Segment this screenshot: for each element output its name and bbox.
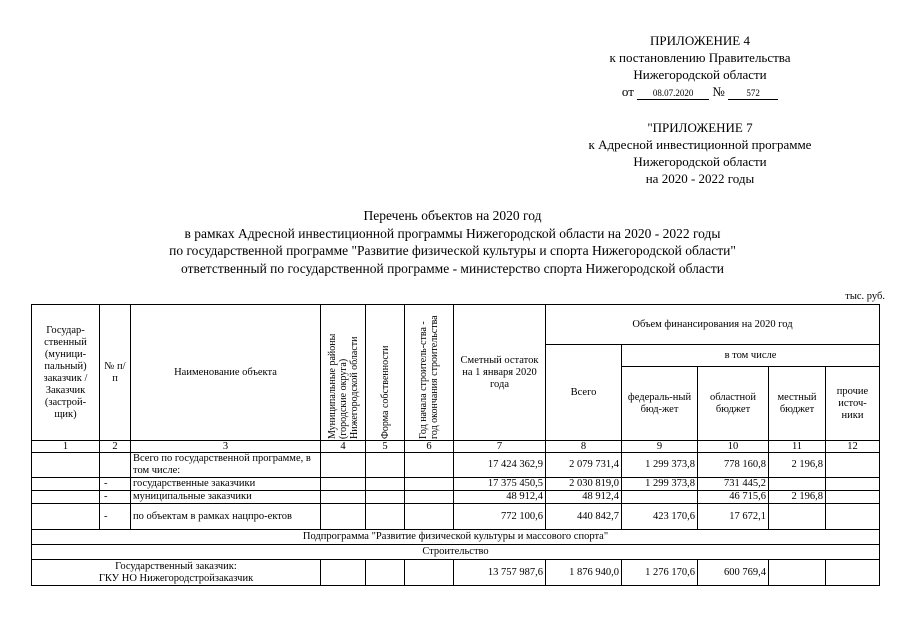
cell-customer [32,478,100,491]
header-years-text: Год начала строитель-ства - год окончания строительства [418,314,440,439]
cell-empty [405,491,454,504]
header-federal: федераль-ный бюд-жет [622,367,698,441]
heading-line-2: в рамках Адресной инвестиционной программы Нижегородской области на 2020 - 2022 годы [184,225,721,241]
document-heading [40,207,865,277]
appendix-7-block [545,119,855,187]
cell-customer [32,504,100,530]
table-row [32,504,880,530]
cell-balance: 17 375 450,5 [454,478,546,491]
cell-name: Всего по государственной программе, в том числе: [131,453,321,478]
appendix-4-date-line [560,83,840,100]
cell-other [826,453,880,478]
cell-empty [321,453,366,478]
construction-title: Строительство [32,545,880,560]
cell-name: муниципальные заказчики [131,491,321,504]
header-funding: Объем финансирования на 2020 год [546,305,880,345]
cell-federal: 1 299 373,8 [622,478,698,491]
cell-federal [622,491,698,504]
cell-regional: 600 769,4 [698,560,769,586]
state-customer-name: ГКУ НО Нижегородстройзаказчик [98,572,254,584]
col-num: 2 [100,441,131,453]
cell-customer [32,491,100,504]
cell-empty [321,504,366,530]
cell-customer [32,453,100,478]
heading-line-4: ответственный по государственной программе - министерство спорта Нижегородской области [181,260,724,276]
appendix-7-line4: на 2020 - 2022 годы [645,171,755,186]
col-num: 12 [826,441,880,453]
header-other: прочие источ-ники [826,367,880,441]
col-num: 1 [32,441,100,453]
table-row [32,478,880,491]
cell-regional: 17 672,1 [698,504,769,530]
cell-empty [321,478,366,491]
cell-empty [366,478,405,491]
header-number: № п/п [100,305,131,441]
cell-total: 2 030 819,0 [546,478,622,491]
cell-empty [366,491,405,504]
decree-number: 572 [728,88,778,100]
table-row [32,560,880,586]
cell-empty [405,560,454,586]
appendix-4-block [560,32,840,100]
cell-total: 48 912,4 [546,491,622,504]
col-num: 8 [546,441,622,453]
header-districts [321,305,366,441]
appendix-7-line2: к Адресной инвестиционной программе [588,137,812,152]
cell-local [769,478,826,491]
cell-federal: 1 276 170,6 [622,560,698,586]
table-row [32,453,880,478]
col-num: 5 [366,441,405,453]
appendix-7-title: "ПРИЛОЖЕНИЕ 7 [647,120,753,135]
objects-table [31,304,880,586]
cell-total: 1 876 940,0 [546,560,622,586]
header-total: Всего [546,345,622,441]
col-num: 10 [698,441,769,453]
construction-row [32,545,880,560]
header-ownership-text: Форма собственности [379,345,391,439]
decree-date: 08.07.2020 [637,88,709,100]
header-districts-text: Муниципальные районы (городские округа) Нижегородской области [326,333,360,439]
cell-balance: 13 757 987,6 [454,560,546,586]
heading-line-1: Перечень объектов на 2020 год [363,208,542,223]
cell-regional: 46 715,6 [698,491,769,504]
cell-state-customer [32,560,321,586]
col-num: 11 [769,441,826,453]
header-object-name: Наименование объекта [131,305,321,441]
cell-name: по объектам в рамках нацпро-ектов [131,504,321,530]
cell-local: 2 196,8 [769,491,826,504]
cell-number: - [100,478,131,491]
cell-empty [366,453,405,478]
cell-number: - [100,491,131,504]
cell-empty [769,560,826,586]
cell-number: - [100,504,131,530]
state-customer-label: Государственный заказчик: [115,560,237,572]
appendix-7-line3: Нижегородской области [633,154,767,169]
cell-empty [405,504,454,530]
cell-name: государственные заказчики [131,478,321,491]
cell-total: 440 842,7 [546,504,622,530]
appendix-4-title: ПРИЛОЖЕНИЕ 4 [650,33,750,48]
from-label: от [621,84,634,99]
cell-empty [366,560,405,586]
cell-regional: 731 445,2 [698,478,769,491]
header-ownership [366,305,405,441]
cell-balance: 17 424 362,9 [454,453,546,478]
cell-empty [366,504,405,530]
header-local: местный бюджет [769,367,826,441]
col-num: 3 [131,441,321,453]
header-years [405,305,454,441]
units-label: тыс. руб. [845,291,885,302]
cell-local [769,504,826,530]
cell-federal: 423 170,6 [622,504,698,530]
cell-empty [321,560,366,586]
appendix-4-line3: Нижегородской области [633,67,767,82]
col-num: 4 [321,441,366,453]
cell-other [826,491,880,504]
cell-empty [405,453,454,478]
header-including: в том числе [622,345,880,367]
cell-other [826,478,880,491]
header-customer: Государ-ственный (муници-пальный) заказчик / Заказчик (застрой-щик) [32,305,100,441]
header-regional: областной бюджет [698,367,769,441]
cell-empty [826,560,880,586]
number-sign: № [712,84,725,99]
appendix-4-line2: к постановлению Правительства [609,50,791,65]
cell-balance: 48 912,4 [454,491,546,504]
col-num: 7 [454,441,546,453]
subprogram-title: Подпрограмма "Развитие физической культуры и массового спорта" [32,530,880,545]
cell-empty [321,491,366,504]
subprogram-row [32,530,880,545]
column-numbers-row [32,441,880,453]
cell-other [826,504,880,530]
header-balance: Сметный остаток на 1 января 2020 года [454,305,546,441]
cell-balance: 772 100,6 [454,504,546,530]
table-row [32,491,880,504]
cell-regional: 778 160,8 [698,453,769,478]
col-num: 9 [622,441,698,453]
cell-total: 2 079 731,4 [546,453,622,478]
cell-number [100,453,131,478]
cell-empty [405,478,454,491]
cell-local: 2 196,8 [769,453,826,478]
heading-line-3: по государственной программе "Развитие физической культуры и спорта Нижегородской области" [169,243,736,258]
cell-federal: 1 299 373,8 [622,453,698,478]
col-num: 6 [405,441,454,453]
